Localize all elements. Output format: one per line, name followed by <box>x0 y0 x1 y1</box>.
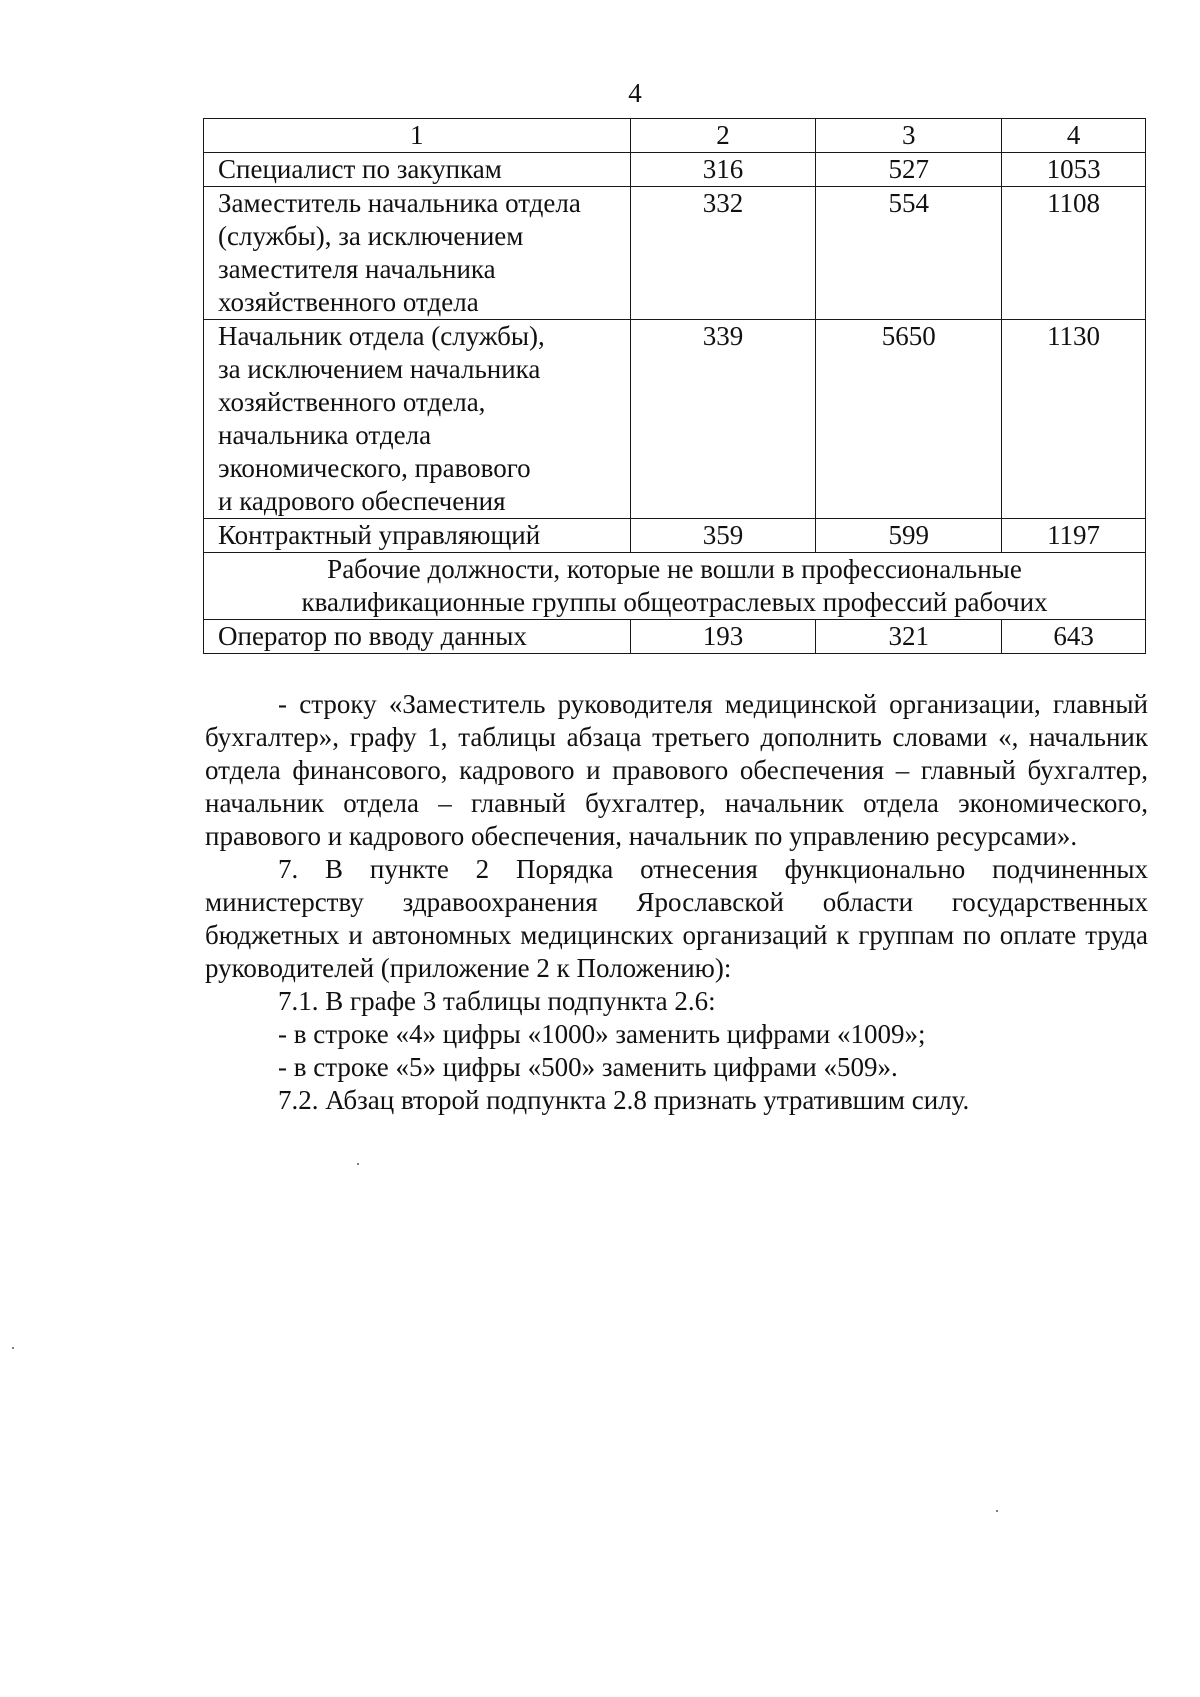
header-cell-4: 4 <box>1002 119 1146 153</box>
value-cell: 643 <box>1002 620 1146 654</box>
position-name-line: заместителя начальника <box>218 254 496 284</box>
value-cell: 1053 <box>1002 153 1146 187</box>
value-cell: 193 <box>630 620 816 654</box>
paragraph-item-7-2: 7.2. Абзац второй подпункта 2.8 признать утратившим силу. <box>278 1085 970 1115</box>
value-cell: 5650 <box>816 320 1002 519</box>
section-heading-line: Рабочие должности, которые не вошли в профессиональные <box>327 554 1022 584</box>
position-name-line: хозяйственного отдела, <box>218 387 486 417</box>
value-cell: 1130 <box>1002 320 1146 519</box>
position-name-line: хозяйственного отдела <box>218 287 479 317</box>
scan-speck <box>12 1347 14 1349</box>
position-name: Специалист по закупкам <box>204 153 631 187</box>
position-name-line: (службы), за исключением <box>218 221 524 251</box>
scan-speck <box>357 1163 359 1165</box>
value-cell: 332 <box>630 187 816 320</box>
value-cell: 321 <box>816 620 1002 654</box>
value-cell: 1108 <box>1002 187 1146 320</box>
table-row <box>204 519 1146 553</box>
value-cell: 599 <box>816 519 1002 553</box>
position-name-line: экономического, правового <box>218 453 531 483</box>
paragraph-row-4-change: - в строке «4» цифры «1000» заменить цифрами «1009»; <box>278 1019 926 1049</box>
table-header-row <box>204 119 1146 153</box>
position-name: Оператор по вводу данных <box>204 620 631 654</box>
value-cell: 554 <box>816 187 1002 320</box>
body-text <box>205 688 1148 1117</box>
table-row <box>204 153 1146 187</box>
header-cell-1: 1 <box>204 119 631 153</box>
header-cell-3: 3 <box>816 119 1002 153</box>
position-name-line: начальника отдела <box>218 420 432 450</box>
section-heading-line: квалификационные группы общеотраслевых профессий рабочих <box>301 587 1048 617</box>
position-name <box>204 187 631 320</box>
table-row <box>204 320 1146 519</box>
value-cell: 1197 <box>1002 519 1146 553</box>
paragraph-row-5-change: - в строке «5» цифры «500» заменить цифрами «509». <box>278 1052 898 1082</box>
position-name: Контрактный управляющий <box>204 519 631 553</box>
value-cell: 316 <box>630 153 816 187</box>
position-name-line: и кадрового обеспечения <box>218 486 506 516</box>
scan-speck <box>996 1510 998 1512</box>
salary-table <box>203 118 1146 654</box>
table-row <box>204 187 1146 320</box>
table-row <box>204 620 1146 654</box>
paragraph-item-7-1: 7.1. В графе 3 таблицы подпункта 2.6: <box>278 986 716 1016</box>
header-cell-2: 2 <box>630 119 816 153</box>
position-name-line: Начальник отдела (службы), <box>218 321 545 351</box>
value-cell: 527 <box>816 153 1002 187</box>
position-name-line: Заместитель начальника отдела <box>218 188 581 218</box>
page-number: 4 <box>628 78 642 108</box>
paragraph-item-7: 7. В пункте 2 Порядка отнесения функционально подчиненных министерству здравоохранения Ярославской области государственных бюджетных и автономных медицинских организаций к группам по оплате труда руководителей (приложение 2 к Положению): <box>205 854 1148 983</box>
position-name <box>204 320 631 519</box>
section-heading-row <box>204 553 1146 620</box>
position-name-line: за исключением начальника <box>218 354 541 384</box>
paragraph-amendment-line: - строку «Заместитель руководителя медицинской организации, главный бухгалтер», графу 1, таблицы абзаца третьего дополнить словами «, начальник отдела финансового, кадрового и правового обеспечения – главный бухгалтер, начальник отдела – главный бухгалтер, начальник отдела экономического, правового и кадрового обеспечения, начальник по управлению ресурсами». <box>205 689 1148 851</box>
value-cell: 339 <box>630 320 816 519</box>
value-cell: 359 <box>630 519 816 553</box>
section-heading <box>204 553 1146 620</box>
